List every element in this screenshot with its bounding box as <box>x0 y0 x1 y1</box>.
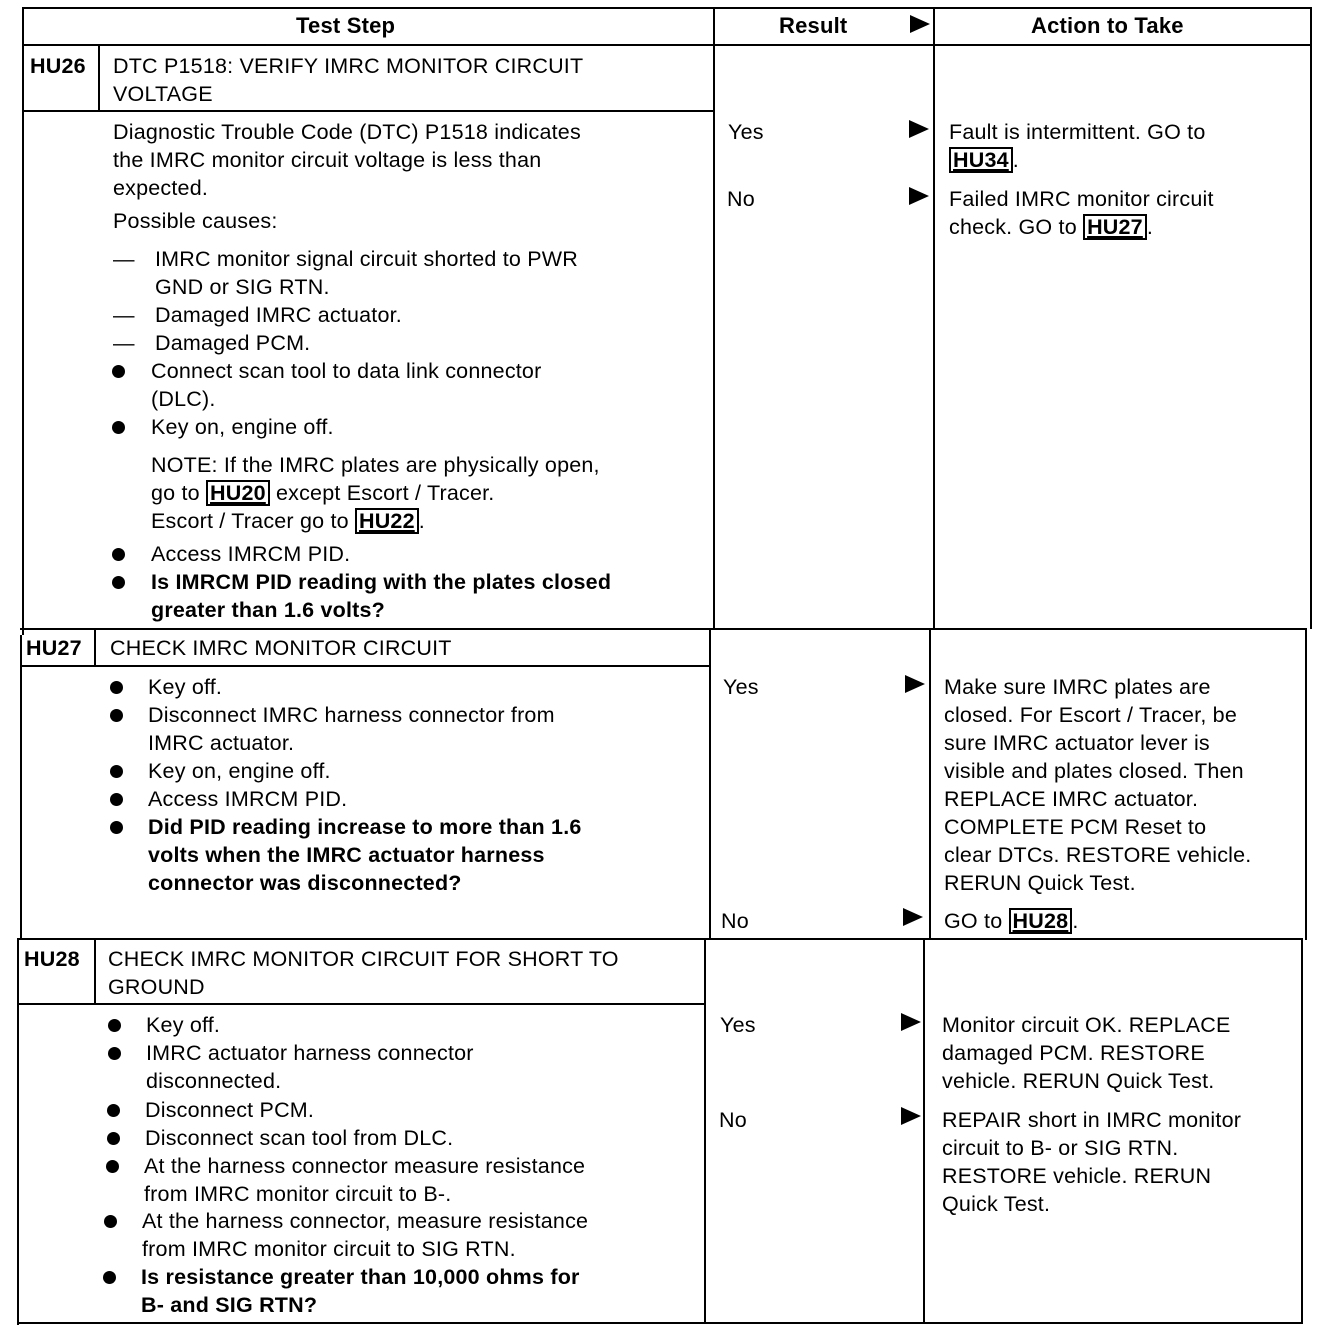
hu27-step-id: HU27 <box>26 636 82 660</box>
hu27-yes-action-line-7: clear DTCs. RESTORE vehicle. <box>944 843 1252 867</box>
hu28-yes-action-line-3: vehicle. RERUN Quick Test. <box>942 1069 1215 1093</box>
header-result: Result <box>779 13 848 38</box>
hu28-step-id: HU28 <box>24 947 80 971</box>
table-right-border <box>1310 7 1312 629</box>
bullet-icon <box>106 1160 119 1173</box>
hu28-step-2-line-2: disconnected. <box>146 1069 282 1093</box>
hu27-row-separator <box>20 628 1307 630</box>
hu27-yes-action-line-2: closed. For Escort / Tracer, be <box>944 703 1237 727</box>
hu26-result-yes: Yes <box>728 120 764 144</box>
hu26-step-1-line-1: Connect scan tool to data link connector <box>151 359 542 383</box>
bullet-icon <box>107 1104 120 1117</box>
hu26-question-line-1: Is IMRCM PID reading with the plates closed <box>151 570 612 594</box>
hu27-question-line-2: volts when the IMRC actuator harness <box>148 843 545 867</box>
hu26-result-no: No <box>727 187 755 211</box>
hu20-link[interactable]: HU20 <box>206 480 270 506</box>
hu26-description-line-2: the IMRC monitor circuit voltage is less than <box>113 148 542 172</box>
hu28-title-separator <box>17 1003 705 1005</box>
hu22-link[interactable]: HU22 <box>355 508 419 534</box>
result-column-left-border <box>704 940 706 1323</box>
hu26-note-line-1: NOTE: If the IMRC plates are physically open, <box>151 453 600 477</box>
hu34-link[interactable]: HU34 <box>949 147 1013 173</box>
result-column-left-border <box>713 7 715 629</box>
hu26-cause-2: Damaged IMRC actuator. <box>155 303 402 327</box>
hu27-result-yes: Yes <box>723 675 759 699</box>
hu28-link[interactable]: HU28 <box>1009 908 1073 934</box>
hu26-step-2: Key on, engine off. <box>151 415 334 439</box>
hu26-cause-dash-2: — <box>113 303 135 327</box>
table-left-border <box>22 7 24 635</box>
hu28-question-line-1: Is resistance greater than 10,000 ohms for <box>141 1265 580 1289</box>
hu26-no-action-line-1: Failed IMRC monitor circuit <box>949 187 1214 211</box>
hu26-title-line-1: DTC P1518: VERIFY IMRC MONITOR CIRCUIT <box>113 54 584 78</box>
hu27-step-1: Key off. <box>148 675 223 699</box>
bullet-icon <box>110 793 123 806</box>
hu28-yes-action-line-1: Monitor circuit OK. REPLACE <box>942 1013 1231 1037</box>
hu26-no-arrow-icon <box>909 187 929 205</box>
hu26-cause-3: Damaged PCM. <box>155 331 311 355</box>
hu26-note-line-2 <box>151 479 494 507</box>
hu27-title-separator <box>20 665 710 667</box>
hu28-no-action-line-3: RESTORE vehicle. RERUN <box>942 1164 1212 1188</box>
hu27-id-divider <box>94 628 96 665</box>
hu28-no-action-line-4: Quick Test. <box>942 1192 1051 1216</box>
hu27-question-line-1: Did PID reading increase to more than 1.6 <box>148 815 582 839</box>
hu28-step-5-line-2: from IMRC monitor circuit to B-. <box>144 1182 452 1206</box>
bullet-icon <box>110 765 123 778</box>
hu26-note-escort-go-to: Escort / Tracer go to <box>151 509 349 533</box>
hu28-step-2-line-1: IMRC actuator harness connector <box>146 1041 474 1065</box>
action-column-left-border <box>923 940 925 1323</box>
table-right-border <box>1305 629 1307 940</box>
bullet-icon <box>103 1271 116 1284</box>
hu28-question-line-2: B- and SIG RTN? <box>141 1293 318 1317</box>
hu28-step-1: Key off. <box>146 1013 221 1037</box>
hu28-yes-action-line-2: damaged PCM. RESTORE <box>942 1041 1205 1065</box>
table-top-border <box>22 7 1312 9</box>
hu27-title: CHECK IMRC MONITOR CIRCUIT <box>110 636 452 660</box>
table-left-border <box>17 940 19 1325</box>
hu28-title-line-1: CHECK IMRC MONITOR CIRCUIT FOR SHORT TO <box>108 947 619 971</box>
hu26-no-action-line-2: check. GO to HU27 . <box>949 215 1154 239</box>
bullet-icon <box>108 1019 121 1032</box>
hu26-description-line-1: Diagnostic Trouble Code (DTC) P1518 indicates <box>113 120 581 144</box>
hu26-note-line-3: Escort / Tracer go to HU22 . <box>151 509 425 533</box>
header-action-to-take: Action to Take <box>1031 13 1184 38</box>
hu27-no-arrow-icon <box>903 908 923 926</box>
hu28-result-yes: Yes <box>720 1013 756 1037</box>
hu26-step-id: HU26 <box>30 54 86 78</box>
hu26-title-separator <box>22 110 714 112</box>
hu28-no-action-line-2: circuit to B- or SIG RTN. <box>942 1136 1179 1160</box>
table-left-border <box>20 635 22 940</box>
hu26-title-line-2: VOLTAGE <box>113 82 213 106</box>
hu26-cause-1-line-2: GND or SIG RTN. <box>155 275 330 299</box>
bullet-icon <box>108 1047 121 1060</box>
hu27-yes-action-line-5: REPLACE IMRC actuator. <box>944 787 1199 811</box>
hu26-step-1-line-2: (DLC). <box>151 387 216 411</box>
action-column-left-border <box>929 629 931 940</box>
hu26-step-3: Access IMRCM PID. <box>151 542 351 566</box>
hu26-cause-dash-3: — <box>113 331 135 355</box>
hu27-step-3: Key on, engine off. <box>148 759 331 783</box>
bullet-icon <box>110 821 123 834</box>
hu28-step-6-line-2: from IMRC monitor circuit to SIG RTN. <box>142 1237 516 1261</box>
hu26-note-go-to: go to <box>151 481 200 505</box>
hu27-yes-action-line-3: sure IMRC actuator lever is <box>944 731 1210 755</box>
hu28-no-action-line-1: REPAIR short in IMRC monitor <box>942 1108 1242 1132</box>
hu26-possible-causes: Possible causes: <box>113 209 278 233</box>
hu27-yes-action-line-1: Make sure IMRC plates are <box>944 675 1211 699</box>
bullet-icon <box>110 709 123 722</box>
table-bottom-border <box>17 1322 1303 1324</box>
hu27-step-2-line-1: Disconnect IMRC harness connector from <box>148 703 555 727</box>
hu28-no-arrow-icon <box>901 1107 921 1125</box>
hu26-yes-arrow-icon <box>909 120 929 138</box>
hu27-yes-action-line-4: visible and plates closed. Then <box>944 759 1244 783</box>
table-right-border <box>1301 940 1303 1323</box>
bullet-icon <box>112 365 125 378</box>
hu27-step-4: Access IMRCM PID. <box>148 787 348 811</box>
hu28-id-divider <box>94 938 96 1003</box>
hu26-yes-action-line-2: HU34 . <box>949 146 1019 174</box>
hu27-no-action: GO to HU28 . <box>944 909 1079 933</box>
hu28-result-no: No <box>719 1108 747 1132</box>
result-column-left-border <box>709 629 711 940</box>
hu27-no-action-go-to: GO to <box>944 909 1003 933</box>
hu28-step-5-line-1: At the harness connector measure resistance <box>144 1154 586 1178</box>
hu26-id-divider <box>98 44 100 110</box>
hu26-cause-1-line-1: IMRC monitor signal circuit shorted to PWR <box>155 247 578 271</box>
bullet-icon <box>112 421 125 434</box>
action-column-left-border <box>933 7 935 629</box>
hu28-yes-arrow-icon <box>901 1013 921 1031</box>
hu28-step-6-line-1: At the harness connector, measure resistance <box>142 1209 589 1233</box>
hu27-result-no: No <box>721 909 749 933</box>
bullet-icon <box>107 1132 120 1145</box>
hu28-title-line-2: GROUND <box>108 975 205 999</box>
hu26-cause-dash-1: — <box>113 247 135 271</box>
hu28-row-separator <box>17 938 1303 940</box>
hu26-note-except: except Escort / Tracer. <box>275 481 495 505</box>
hu28-step-3: Disconnect PCM. <box>145 1098 315 1122</box>
bullet-icon <box>112 548 125 561</box>
hu26-description-line-3: expected. <box>113 176 209 200</box>
bullet-icon <box>110 681 123 694</box>
hu27-step-2-line-2: IMRC actuator. <box>148 731 295 755</box>
hu26-yes-action-line-1: Fault is intermittent. GO to <box>949 120 1206 144</box>
bullet-icon <box>112 576 125 589</box>
bullet-icon <box>104 1215 117 1228</box>
hu26-no-action-go-to: check. GO to <box>949 215 1077 239</box>
header-test-step: Test Step <box>296 13 396 38</box>
hu27-question-line-3: connector was disconnected? <box>148 871 462 895</box>
hu27-yes-action-line-6: COMPLETE PCM Reset to <box>944 815 1207 839</box>
hu27-yes-arrow-icon <box>905 675 925 693</box>
hu26-question-line-2: greater than 1.6 volts? <box>151 598 386 622</box>
hu28-step-4: Disconnect scan tool from DLC. <box>145 1126 454 1150</box>
header-arrow-icon <box>910 15 930 33</box>
hu27-yes-action-line-8: RERUN Quick Test. <box>944 871 1136 895</box>
header-bottom-border <box>22 44 1312 46</box>
hu27-link[interactable]: HU27 <box>1083 214 1147 240</box>
